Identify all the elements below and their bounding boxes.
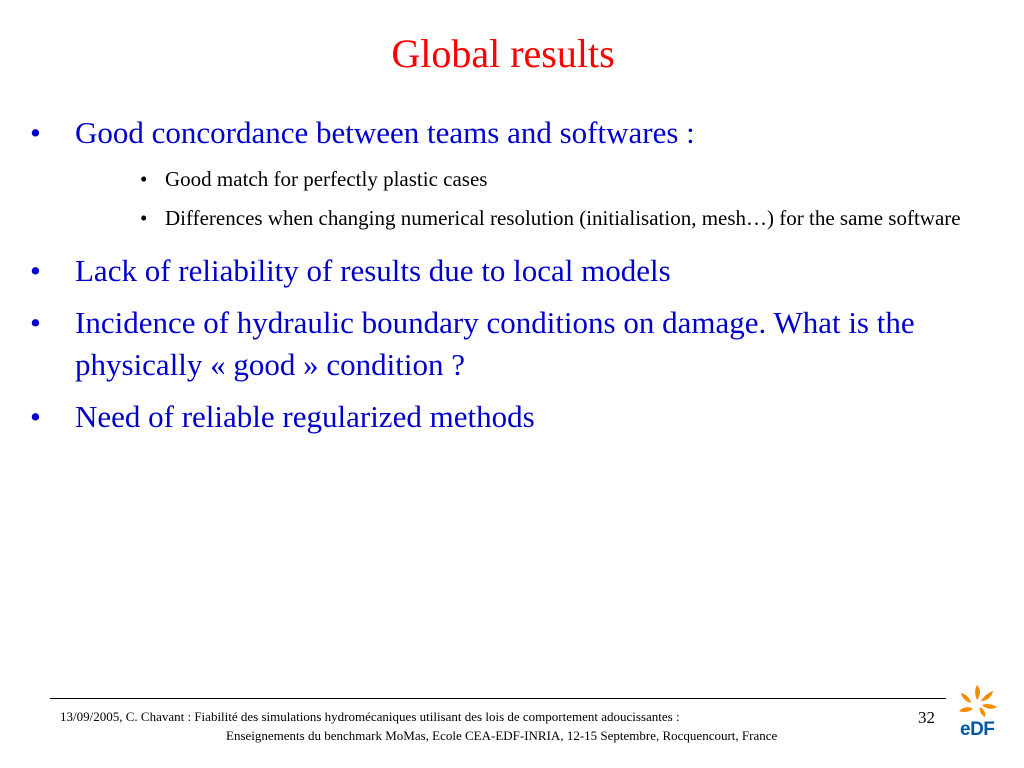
- bullet-glyph: •: [140, 206, 148, 230]
- bullet-glyph: •: [30, 399, 41, 434]
- sub-bullet-item: [30, 201, 990, 236]
- page-number: 32: [918, 708, 935, 727]
- sub-bullet-text: Good match for perfectly plastic cases: [165, 167, 488, 191]
- bullet-glyph: •: [30, 305, 41, 340]
- bullet-text: Good concordance between teams and softwares :: [75, 115, 695, 150]
- bullet-text: Lack of reliability of results due to local models: [75, 253, 671, 288]
- logo-petals: [959, 685, 997, 717]
- footer-line-2: Enseignements du benchmark MoMas, Ecole CEA-EDF-INRIA, 12-15 Septembre, Rocquencourt, France: [226, 728, 778, 743]
- footer: [60, 707, 910, 745]
- slide-title: Global results: [391, 31, 615, 76]
- footer-divider: [50, 698, 946, 699]
- bullet-item: [30, 250, 990, 292]
- bullet-item: [30, 302, 990, 386]
- sub-bullet-item: [30, 162, 990, 197]
- bullet-item: [30, 112, 990, 154]
- sub-bullet-text: Differences when changing numerical resolution (initialisation, mesh…) for the same software: [165, 206, 961, 230]
- bullet-glyph: •: [30, 253, 41, 288]
- logo-text: eDF: [960, 719, 995, 740]
- bullet-glyph: •: [140, 167, 148, 191]
- bullet-item: [30, 396, 990, 438]
- bullet-text: Incidence of hydraulic boundary conditions on damage. What is the physically « good » condition ?: [75, 305, 915, 382]
- bullet-text: Need of reliable regularized methods: [75, 399, 535, 434]
- bullet-glyph: •: [30, 115, 41, 150]
- footer-line-1: 13/09/2005, C. Chavant : Fiabilité des simulations hydromécaniques utilisant des lois de comportement adoucissantes :: [60, 709, 680, 724]
- bullet-list: [30, 112, 990, 448]
